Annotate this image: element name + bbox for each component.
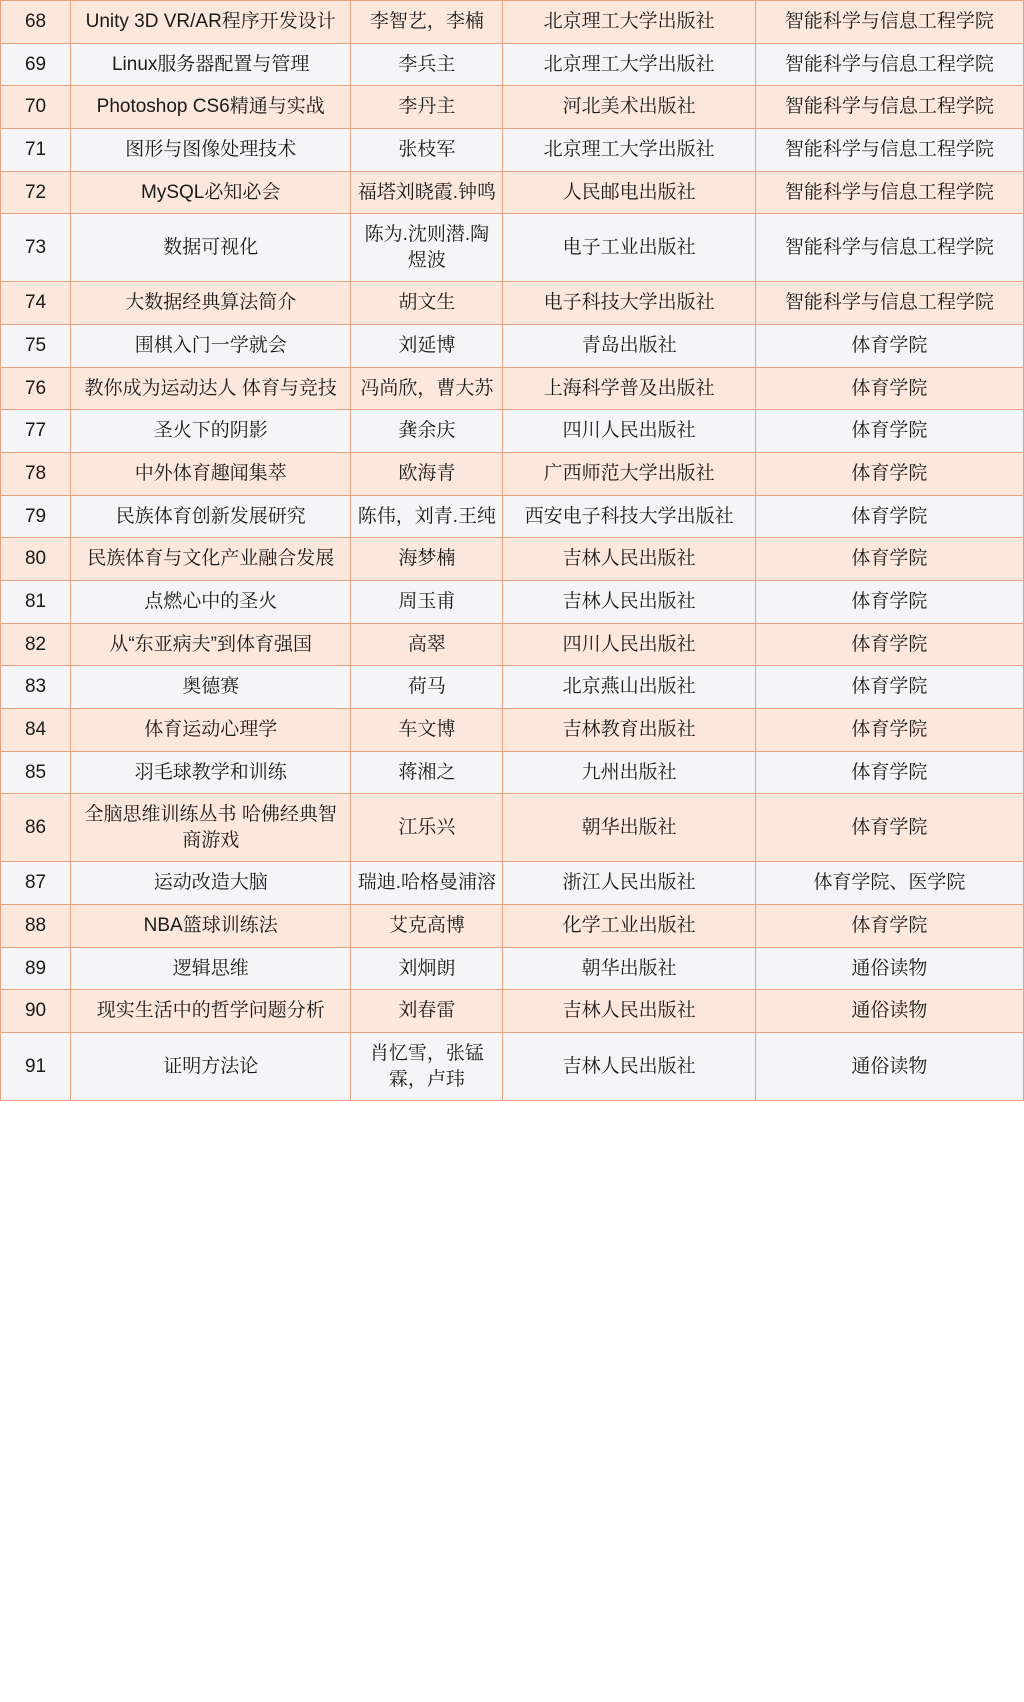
table-cell-author: 江乐兴 (351, 794, 503, 862)
table-cell-author: 龚余庆 (351, 410, 503, 453)
table-cell-author: 刘春雷 (351, 990, 503, 1033)
table-cell-department: 智能科学与信息工程学院 (755, 86, 1023, 129)
table-cell-press: 北京理工大学出版社 (503, 43, 755, 86)
table-cell-department: 体育学院 (755, 453, 1023, 496)
table-cell-press: 北京燕山出版社 (503, 666, 755, 709)
table-cell-index: 74 (1, 282, 71, 325)
table-cell-author: 陈伟，刘青.王纯 (351, 495, 503, 538)
table-cell-department: 体育学院 (755, 708, 1023, 751)
table-cell-press: 四川人民出版社 (503, 410, 755, 453)
table-cell-index: 75 (1, 325, 71, 368)
table-cell-department: 通俗读物 (755, 1033, 1023, 1101)
table-cell-author: 蒋湘之 (351, 751, 503, 794)
table-cell-author: 瑞迪.哈格曼浦溶 (351, 862, 503, 905)
table-cell-title: 中外体育趣闻集萃 (71, 453, 351, 496)
table-cell-department: 智能科学与信息工程学院 (755, 171, 1023, 214)
table-cell-index: 68 (1, 1, 71, 44)
table-cell-index: 77 (1, 410, 71, 453)
table-cell-index: 80 (1, 538, 71, 581)
table-cell-title: 全脑思维训练丛书 哈佛经典智商游戏 (71, 794, 351, 862)
table-cell-department: 体育学院 (755, 794, 1023, 862)
table-cell-press: 吉林教育出版社 (503, 708, 755, 751)
table-row (1, 580, 1024, 623)
table-cell-index: 78 (1, 453, 71, 496)
table-cell-index: 91 (1, 1033, 71, 1101)
table-cell-index: 71 (1, 128, 71, 171)
table-cell-title: Unity 3D VR/AR程序开发设计 (71, 1, 351, 44)
table-cell-author: 肖忆雪，张锰霖，卢玮 (351, 1033, 503, 1101)
table-cell-author: 李兵主 (351, 43, 503, 86)
table-row (1, 708, 1024, 751)
table-cell-press: 河北美术出版社 (503, 86, 755, 129)
table-cell-author: 刘延博 (351, 325, 503, 368)
table-cell-title: 运动改造大脑 (71, 862, 351, 905)
table-cell-press: 化学工业出版社 (503, 905, 755, 948)
table-cell-department: 体育学院、医学院 (755, 862, 1023, 905)
table-cell-department: 通俗读物 (755, 947, 1023, 990)
table-cell-index: 81 (1, 580, 71, 623)
table-cell-press: 人民邮电出版社 (503, 171, 755, 214)
table-cell-author: 高翠 (351, 623, 503, 666)
table-cell-department: 智能科学与信息工程学院 (755, 43, 1023, 86)
table-cell-title: 奥德赛 (71, 666, 351, 709)
table-cell-department: 体育学院 (755, 751, 1023, 794)
table-cell-title: 大数据经典算法简介 (71, 282, 351, 325)
table-row (1, 325, 1024, 368)
table-cell-title: Photoshop CS6精通与实战 (71, 86, 351, 129)
table-cell-author: 车文博 (351, 708, 503, 751)
table-cell-index: 73 (1, 214, 71, 282)
table-cell-author: 周玉甫 (351, 580, 503, 623)
table-cell-title: NBA篮球训练法 (71, 905, 351, 948)
table-row (1, 171, 1024, 214)
table-cell-index: 82 (1, 623, 71, 666)
table-cell-author: 欧海青 (351, 453, 503, 496)
table-cell-index: 88 (1, 905, 71, 948)
table-cell-index: 85 (1, 751, 71, 794)
table-cell-author: 李丹主 (351, 86, 503, 129)
table-cell-press: 北京理工大学出版社 (503, 128, 755, 171)
table-cell-press: 朝华出版社 (503, 794, 755, 862)
table-cell-department: 体育学院 (755, 410, 1023, 453)
table-cell-department: 体育学院 (755, 905, 1023, 948)
table-cell-press: 九州出版社 (503, 751, 755, 794)
table-cell-press: 北京理工大学出版社 (503, 1, 755, 44)
table-row (1, 128, 1024, 171)
table-cell-author: 刘炯朗 (351, 947, 503, 990)
table-cell-press: 电子科技大学出版社 (503, 282, 755, 325)
table-cell-title: Linux服务器配置与管理 (71, 43, 351, 86)
table-row (1, 947, 1024, 990)
table-cell-press: 吉林人民出版社 (503, 538, 755, 581)
table-cell-title: MySQL必知必会 (71, 171, 351, 214)
table-cell-author: 张枝军 (351, 128, 503, 171)
table-row (1, 86, 1024, 129)
table-cell-title: 民族体育与文化产业融合发展 (71, 538, 351, 581)
table-cell-index: 72 (1, 171, 71, 214)
table-cell-author: 胡文生 (351, 282, 503, 325)
table-row (1, 43, 1024, 86)
table-row (1, 367, 1024, 410)
table-cell-index: 83 (1, 666, 71, 709)
table-cell-title: 图形与图像处理技术 (71, 128, 351, 171)
table-cell-department: 体育学院 (755, 538, 1023, 581)
table-cell-department: 体育学院 (755, 580, 1023, 623)
table-cell-press: 吉林人民出版社 (503, 1033, 755, 1101)
table-cell-press: 浙江人民出版社 (503, 862, 755, 905)
table-row (1, 1, 1024, 44)
table-cell-press: 青岛出版社 (503, 325, 755, 368)
table-cell-press: 电子工业出版社 (503, 214, 755, 282)
table-cell-department: 体育学院 (755, 367, 1023, 410)
table-cell-title: 围棋入门一学就会 (71, 325, 351, 368)
table-cell-title: 民族体育创新发展研究 (71, 495, 351, 538)
table-cell-press: 吉林人民出版社 (503, 990, 755, 1033)
table-cell-index: 76 (1, 367, 71, 410)
table-cell-title: 体育运动心理学 (71, 708, 351, 751)
table-row (1, 794, 1024, 862)
table-cell-author: 福塔刘晓霞.钟鸣 (351, 171, 503, 214)
table-cell-title: 羽毛球教学和训练 (71, 751, 351, 794)
table-cell-department: 体育学院 (755, 666, 1023, 709)
table-cell-department: 智能科学与信息工程学院 (755, 214, 1023, 282)
table-cell-author: 艾克高博 (351, 905, 503, 948)
table-row (1, 666, 1024, 709)
table-cell-department: 智能科学与信息工程学院 (755, 1, 1023, 44)
table-cell-index: 86 (1, 794, 71, 862)
table-cell-department: 体育学院 (755, 623, 1023, 666)
table-cell-title: 教你成为运动达人 体育与竞技 (71, 367, 351, 410)
table-cell-index: 87 (1, 862, 71, 905)
table-cell-press: 吉林人民出版社 (503, 580, 755, 623)
table-row (1, 751, 1024, 794)
table-row (1, 623, 1024, 666)
table-cell-title: 现实生活中的哲学问题分析 (71, 990, 351, 1033)
table-row (1, 495, 1024, 538)
table-cell-title: 点燃心中的圣火 (71, 580, 351, 623)
table-cell-press: 上海科学普及出版社 (503, 367, 755, 410)
table-cell-title: 圣火下的阴影 (71, 410, 351, 453)
table-cell-index: 70 (1, 86, 71, 129)
table-cell-author: 陈为.沈则潜.陶煜波 (351, 214, 503, 282)
table-row (1, 905, 1024, 948)
table-cell-press: 朝华出版社 (503, 947, 755, 990)
table-cell-index: 84 (1, 708, 71, 751)
table-row (1, 453, 1024, 496)
table-cell-title: 逻辑思维 (71, 947, 351, 990)
table-cell-author: 冯尚欣，曹大苏 (351, 367, 503, 410)
table-cell-title: 从“东亚病夫”到体育强国 (71, 623, 351, 666)
table-cell-title: 数据可视化 (71, 214, 351, 282)
table-cell-index: 79 (1, 495, 71, 538)
table-row (1, 990, 1024, 1033)
table-cell-press: 四川人民出版社 (503, 623, 755, 666)
table-row (1, 214, 1024, 282)
table-cell-department: 体育学院 (755, 325, 1023, 368)
table-cell-index: 89 (1, 947, 71, 990)
table-cell-department: 体育学院 (755, 495, 1023, 538)
table-cell-press: 广西师范大学出版社 (503, 453, 755, 496)
table-row (1, 538, 1024, 581)
table-row (1, 862, 1024, 905)
table-cell-author: 李智艺，李楠 (351, 1, 503, 44)
book-list-body (1, 1, 1024, 1101)
table-cell-press: 西安电子科技大学出版社 (503, 495, 755, 538)
table-cell-department: 智能科学与信息工程学院 (755, 282, 1023, 325)
table-row (1, 1033, 1024, 1101)
table-cell-title: 证明方法论 (71, 1033, 351, 1101)
table-cell-index: 90 (1, 990, 71, 1033)
table-cell-department: 智能科学与信息工程学院 (755, 128, 1023, 171)
table-cell-index: 69 (1, 43, 71, 86)
table-row (1, 282, 1024, 325)
table-row (1, 410, 1024, 453)
table-cell-author: 荷马 (351, 666, 503, 709)
table-cell-department: 通俗读物 (755, 990, 1023, 1033)
table-cell-author: 海梦楠 (351, 538, 503, 581)
